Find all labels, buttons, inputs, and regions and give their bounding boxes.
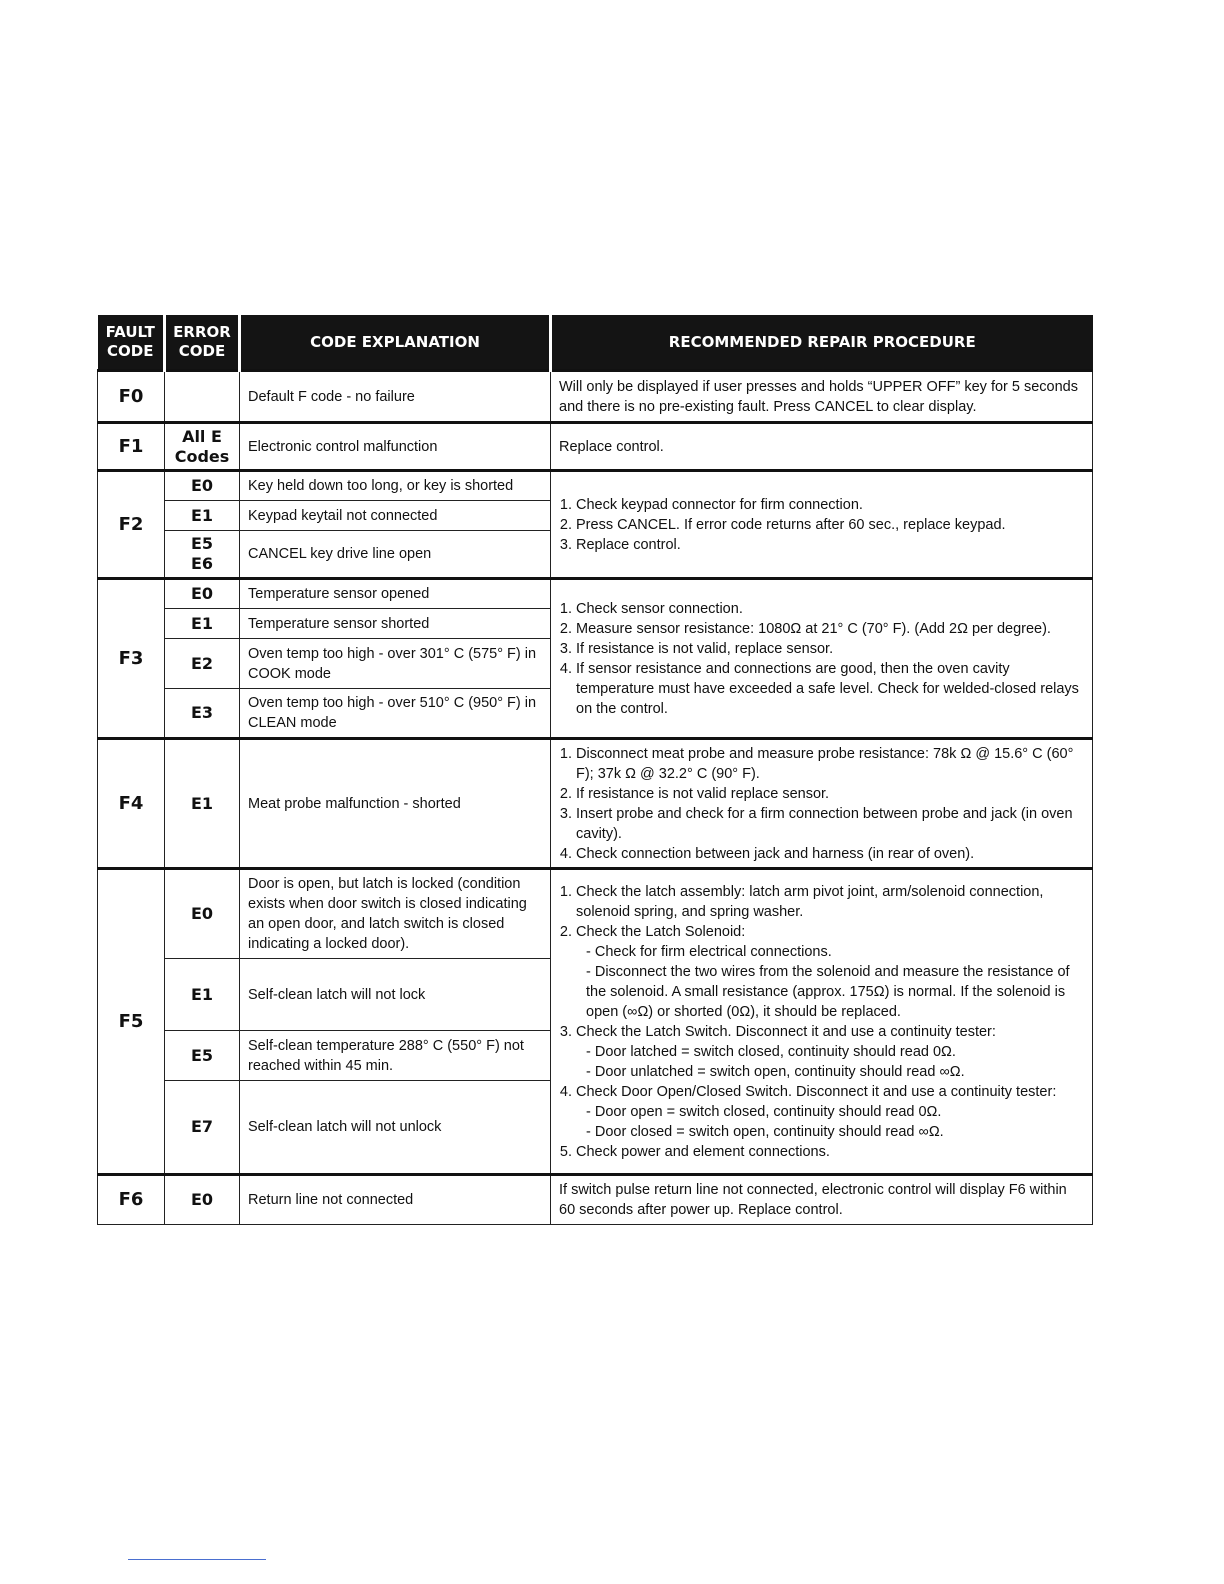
repair-substep: - Door open = switch closed, continuity should read 0Ω. (586, 1102, 1084, 1122)
fault-code: F0 (98, 371, 165, 423)
repair-substep: - Door unlatched = switch open, continuity should read ∞Ω. (586, 1062, 1084, 1082)
table-row (98, 371, 1093, 423)
table-header-row (98, 315, 1093, 371)
fault-code: F1 (98, 423, 165, 471)
repair-step-text: Check the Latch Solenoid: (576, 923, 746, 940)
repair-step (576, 882, 1084, 922)
fault-code: F3 (98, 579, 165, 739)
repair-step-text: Check power and element connections. (576, 1143, 830, 1160)
error-code: E5 (165, 1031, 240, 1081)
repair-procedure: Replace control. (551, 423, 1093, 471)
table-row (98, 471, 1093, 501)
error-code (165, 423, 240, 471)
error-code: E7 (165, 1081, 240, 1175)
fault-code: F5 (98, 869, 165, 1175)
error-code (165, 371, 240, 423)
code-explanation: Door is open, but latch is locked (condition exists when door switch is closed indicating an open door, and latch switch is closed indicating a locked door). (240, 869, 551, 959)
error-code: E0 (165, 579, 240, 609)
repair-step: 3. Replace control. (576, 535, 1084, 555)
repair-procedure: If switch pulse return line not connected, electronic control will display F6 within 60 seconds after power up. Replace control. (551, 1175, 1093, 1225)
error-code: E1 (165, 739, 240, 869)
error-code: E2 (165, 639, 240, 689)
repair-substep: - Disconnect the two wires from the solenoid and measure the resistance of the solenoid. A small resistance (approx. 175Ω) is normal. If the solenoid is open (∞Ω) or shorted (0Ω), it should be replaced. (586, 962, 1084, 1022)
repair-step: 1. Disconnect meat probe and measure probe resistance: 78k Ω @ 15.6° C (60° F); 37k Ω @ 32.2° C (90° F). (576, 744, 1084, 784)
error-code: E3 (165, 689, 240, 739)
repair-substep: - Door latched = switch closed, continuity should read 0Ω. (586, 1042, 1084, 1062)
fault-code: F4 (98, 739, 165, 869)
repair-step-text: Check the Latch Switch. Disconnect it and use a continuity tester: (576, 1023, 996, 1040)
repair-step (576, 1142, 1084, 1162)
repair-step: 3. Insert probe and check for a firm connection between probe and jack (in oven cavity). (576, 804, 1084, 844)
error-code-line: All E (182, 426, 222, 446)
fault-code: F6 (98, 1175, 165, 1225)
repair-procedure: Will only be displayed if user presses and holds “UPPER OFF” key for 5 seconds and there is no pre-existing fault. Press CANCEL to clear display. (551, 371, 1093, 423)
repair-step-text: Check Door Open/Closed Switch. Disconnect it and use a continuity tester: (576, 1083, 1057, 1100)
code-explanation: Oven temp too high - over 510° C (950° F) in CLEAN mode (240, 689, 551, 739)
code-explanation: Key held down too long, or key is shorted (240, 471, 551, 501)
error-code: E0 (165, 869, 240, 959)
repair-procedure (551, 579, 1093, 739)
repair-step: 1. Check sensor connection. (576, 599, 1084, 619)
repair-step: 3. If resistance is not valid, replace sensor. (576, 639, 1084, 659)
repair-step: 2. Measure sensor resistance: 1080Ω at 21° C (70° F). (Add 2Ω per degree). (576, 619, 1084, 639)
code-explanation: Default F code - no failure (240, 371, 551, 423)
header-fault-code: FAULT CODE (98, 315, 165, 371)
code-explanation: Self-clean latch will not unlock (240, 1081, 551, 1175)
code-explanation: Electronic control malfunction (240, 423, 551, 471)
fault-code: F2 (98, 471, 165, 579)
repair-step (576, 1022, 1084, 1082)
table-row (98, 579, 1093, 609)
code-explanation: CANCEL key drive line open (240, 531, 551, 579)
table-row (98, 423, 1093, 471)
header-error-code: ERROR CODE (165, 315, 240, 371)
error-code-line: E6 (190, 554, 214, 573)
code-explanation: Self-clean latch will not lock (240, 959, 551, 1031)
repair-step: 4. If sensor resistance and connections are good, then the oven cavity temperature must have exceeded a safe level. Check for welded-closed relays on the control. (576, 659, 1084, 719)
table-row (98, 1175, 1093, 1225)
repair-step (576, 1082, 1084, 1142)
code-explanation: Keypad keytail not connected (240, 501, 551, 531)
repair-step: 2. If resistance is not valid replace sensor. (576, 784, 1084, 804)
code-explanation: Return line not connected (240, 1175, 551, 1225)
fault-code-table (97, 315, 1093, 1225)
repair-substep: - Door closed = switch open, continuity should read ∞Ω. (586, 1122, 1084, 1142)
code-explanation: Meat probe malfunction - shorted (240, 739, 551, 869)
repair-step-text: Check the latch assembly: latch arm pivot joint, arm/solenoid connection, solenoid spring, and spring washer. (576, 883, 1044, 920)
table-row (98, 869, 1093, 959)
error-code-line: E5 (190, 534, 214, 553)
repair-procedure (551, 471, 1093, 579)
repair-procedure (551, 739, 1093, 869)
error-code: E0 (165, 1175, 240, 1225)
code-explanation: Temperature sensor shorted (240, 609, 551, 639)
error-code: E1 (165, 609, 240, 639)
repair-step: 4. Check connection between jack and harness (in rear of oven). (576, 844, 1084, 864)
repair-procedure (551, 869, 1093, 1175)
code-explanation: Oven temp too high - over 301° C (575° F) in COOK mode (240, 639, 551, 689)
table-row (98, 739, 1093, 869)
code-explanation: Temperature sensor opened (240, 579, 551, 609)
repair-step: 2. Press CANCEL. If error code returns after 60 sec., replace keypad. (576, 515, 1084, 535)
error-code: E1 (165, 501, 240, 531)
header-code-explanation: CODE EXPLANATION (240, 315, 551, 371)
repair-step (576, 922, 1084, 1022)
error-code (165, 531, 240, 579)
error-code-line: Codes (174, 446, 230, 466)
error-code: E1 (165, 959, 240, 1031)
header-repair-procedure: RECOMMENDED REPAIR PROCEDURE (551, 315, 1093, 371)
error-code: E0 (165, 471, 240, 501)
repair-step: 1. Check keypad connector for firm connection. (576, 495, 1084, 515)
code-explanation: Self-clean temperature 288° C (550° F) not reached within 45 min. (240, 1031, 551, 1081)
repair-substep: - Check for firm electrical connections. (586, 942, 1084, 962)
footnote-divider (128, 1559, 266, 1560)
